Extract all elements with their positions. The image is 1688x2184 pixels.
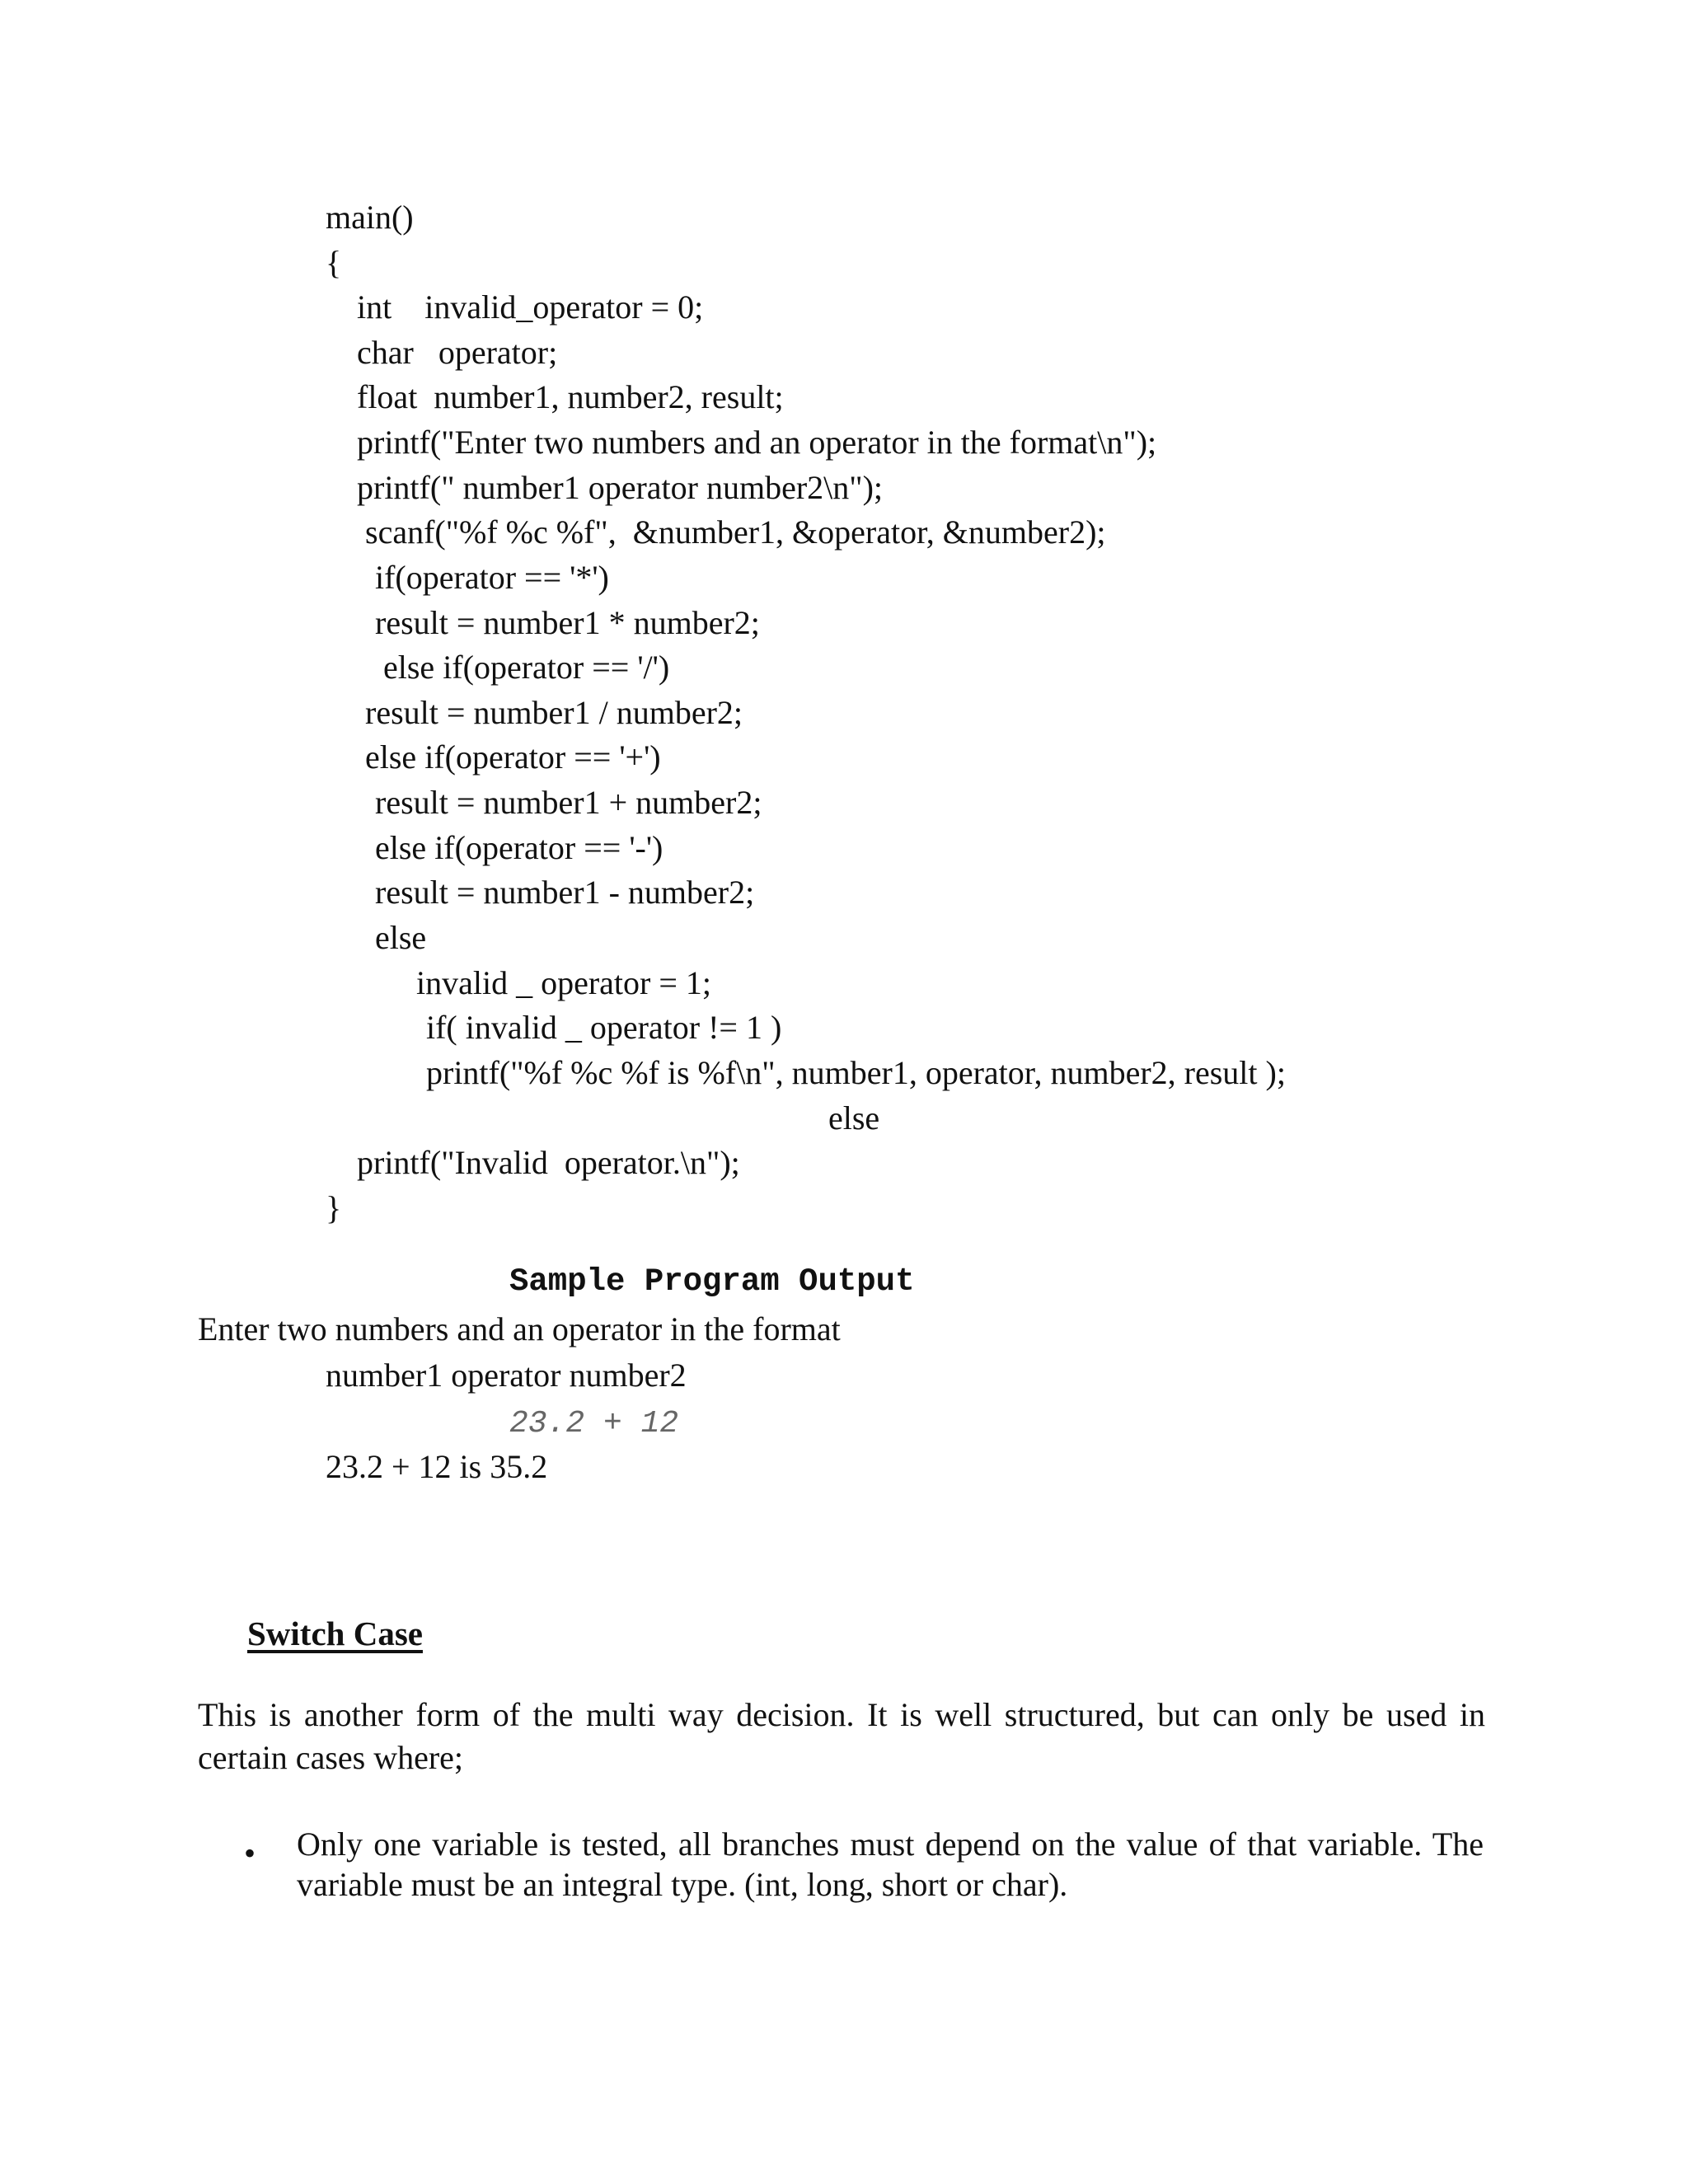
code-line: printf("Invalid operator.\n"); bbox=[357, 1144, 740, 1181]
sample-output-line: Enter two numbers and an operator in the format bbox=[198, 1310, 841, 1347]
sample-output-result: 23.2 + 12 is 35.2 bbox=[326, 1448, 548, 1485]
code-line: char operator; bbox=[357, 334, 558, 371]
bullet-icon: • bbox=[244, 1835, 256, 1872]
code-line: if(operator == '*') bbox=[375, 559, 609, 596]
code-line: scanf("%f %c %f", &number1, &operator, &number2); bbox=[365, 513, 1106, 551]
sample-output-input: 23.2 + 12 bbox=[509, 1406, 679, 1441]
code-line: float number1, number2, result; bbox=[357, 378, 784, 415]
code-line: printf("Enter two numbers and an operator in the format\n"); bbox=[357, 424, 1157, 461]
code-line: result = number1 - number2; bbox=[375, 874, 755, 911]
code-line: int invalid_operator = 0; bbox=[357, 288, 704, 326]
code-line: main() bbox=[326, 199, 414, 236]
section-title: Switch Case bbox=[247, 1615, 423, 1652]
code-line: else if(operator == '+') bbox=[365, 738, 661, 776]
code-line: result = number1 / number2; bbox=[365, 694, 743, 731]
sample-output-heading: Sample Program Output bbox=[509, 1263, 915, 1300]
code-line: { bbox=[326, 244, 342, 281]
code-line: result = number1 * number2; bbox=[375, 604, 760, 641]
body-paragraph: This is another form of the multi way decision. It is well structured, but can only be used in certain cases where; bbox=[198, 1696, 1485, 1776]
code-line: invalid _ operator = 1; bbox=[416, 964, 712, 1001]
code-line: else bbox=[375, 919, 427, 956]
code-line: result = number1 + number2; bbox=[375, 784, 762, 821]
code-line: else if(operator == '-') bbox=[375, 829, 663, 866]
code-line: else bbox=[828, 1099, 880, 1137]
sample-output-line: number1 operator number2 bbox=[326, 1357, 687, 1394]
bullet-item: Only one variable is tested, all branches must depend on the value of that variable. The variable must be an integral type. (int, long, short or char). bbox=[297, 1825, 1484, 1903]
code-line: printf("%f %c %f is %f\n", number1, operator, number2, result ); bbox=[426, 1054, 1286, 1091]
code-line: if( invalid _ operator != 1 ) bbox=[426, 1009, 782, 1046]
code-line: printf(" number1 operator number2\n"); bbox=[357, 469, 884, 506]
code-line: else if(operator == '/') bbox=[383, 649, 670, 686]
code-line: } bbox=[326, 1189, 342, 1226]
